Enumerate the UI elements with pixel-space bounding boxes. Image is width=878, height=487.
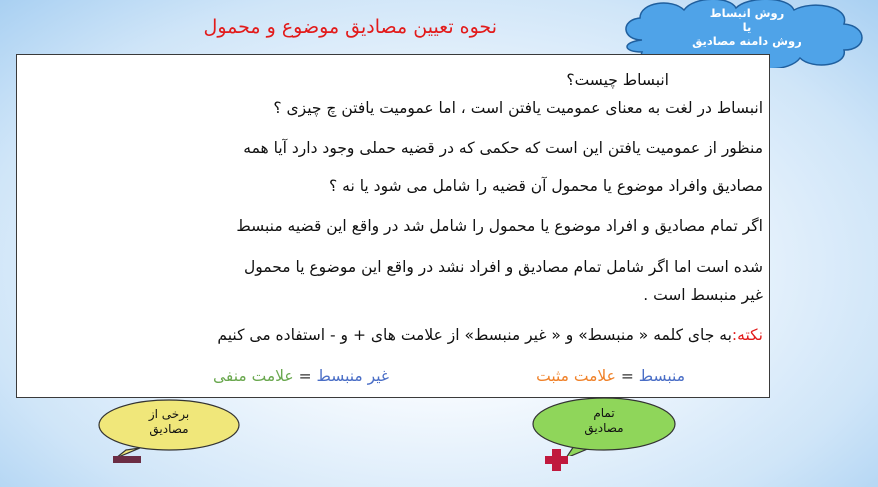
cloud-line-3: روش دامنه مصادیق: [692, 34, 802, 48]
paragraph-2a: منظور از عمومیت یافتن این است که حکمی که در قضیه حملی وجود دارد آیا همه: [243, 139, 763, 157]
paragraph-1: انبساط در لغت به معنای عمومیت یافتن است ، اما عمومیت یافتن چ چیزی ؟: [273, 99, 763, 117]
legend-negative-term: غیر منبسط: [316, 367, 389, 385]
content-heading: انبساط چیست؟: [566, 71, 669, 89]
legend-positive-equals: =: [620, 367, 634, 385]
legend-positive: [536, 367, 685, 385]
paragraph-2b: مصادیق وافراد موضوع یا محمول آن قضیه را شامل می شود یا نه ؟: [329, 177, 763, 195]
all-instances-line-1: تمام: [593, 406, 615, 420]
some-instances-line-1: برخی از: [148, 407, 190, 421]
legend-negative-equals: =: [298, 367, 312, 385]
note-label: نکته:: [731, 326, 763, 344]
legend-negative: [213, 367, 389, 385]
cloud-line-2: یا: [742, 20, 752, 34]
cloud-line-1: روش انبساط: [709, 6, 785, 20]
some-instances-text: [124, 407, 214, 437]
legend-positive-sign: علامت مثبت: [536, 367, 616, 385]
cloud-text: [640, 6, 854, 48]
legend-negative-sign: علامت منفی: [212, 367, 294, 385]
slide-title: نحوه تعیین مصادیق موضوع و محمول: [203, 16, 497, 38]
note: [31, 325, 763, 345]
some-instances-line-2: مصادیق: [149, 422, 189, 436]
all-instances-text: [559, 406, 649, 436]
note-text: به جای کلمه « منبسط» و « غیر منبسط» از علامت های + و - استفاده می کنیم: [217, 326, 732, 344]
minus-icon: [113, 456, 141, 463]
all-instances-line-2: مصادیق: [584, 421, 624, 435]
paragraph-3c: غیر منبسط است .: [643, 286, 763, 304]
paragraph-3b: شده است اما اگر شامل تمام مصادیق و افراد نشد در واقع این موضوع یا محمول: [244, 258, 763, 276]
legend-positive-term: منبسط: [638, 367, 685, 385]
content-box: [16, 54, 770, 398]
paragraph-3a: اگر تمام مصادیق و افراد موضوع یا محمول را شامل شد در واقع این قضیه منبسط: [236, 217, 763, 235]
plus-icon-vertical: [552, 449, 561, 471]
